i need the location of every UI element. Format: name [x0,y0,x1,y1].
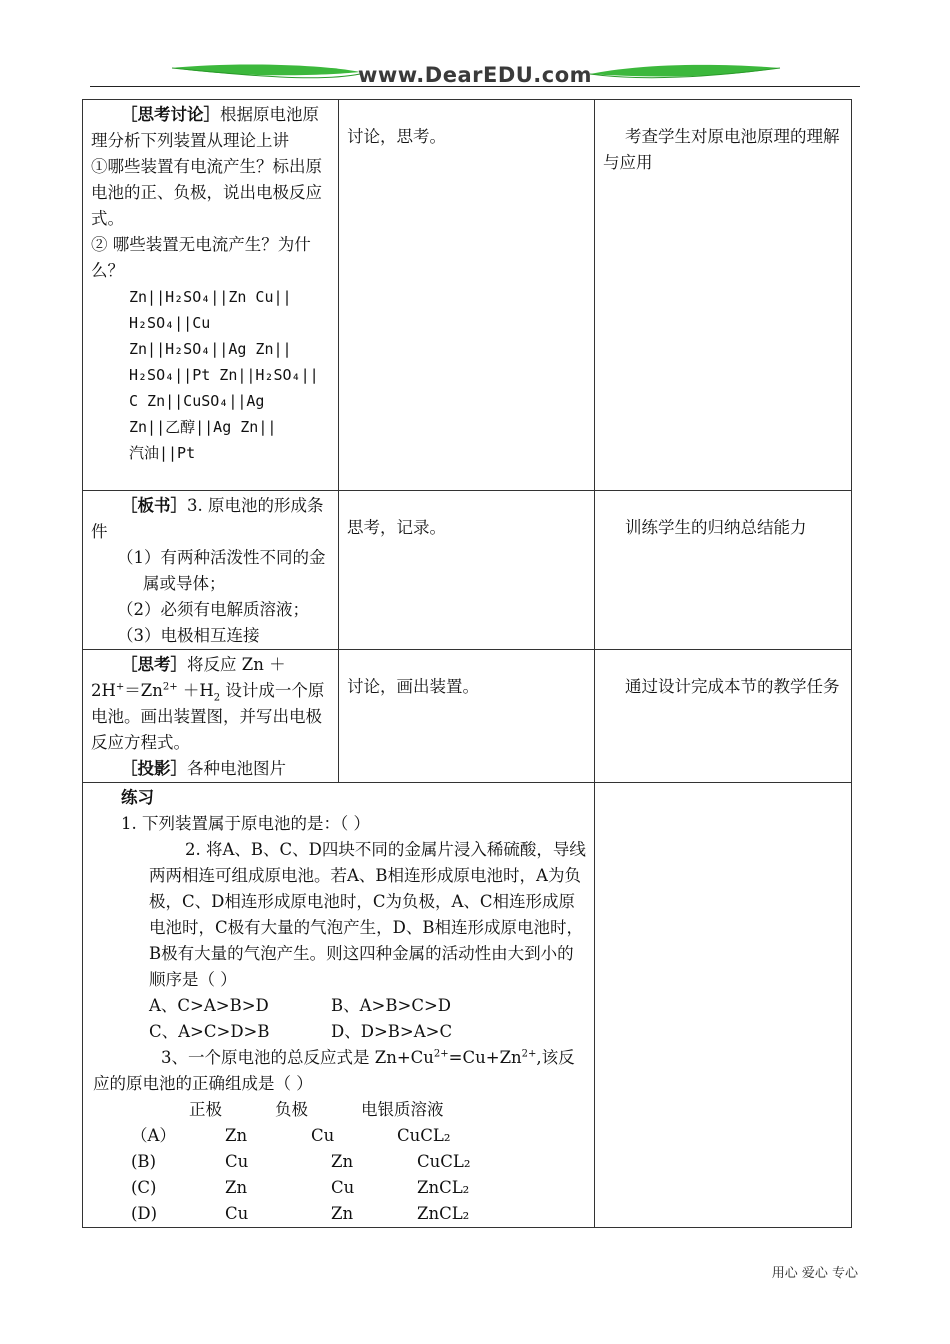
practice-question-3: 3、一个原电池的总反应式是 $Zn+Cu^{2+}=Cu+Zn^{2+}$,该反应的原电池的正确组成是（ ） [93,1048,575,1093]
condition-item: （3）电极相互连接 [117,626,260,645]
teacher-activity-cell [83,650,339,783]
table-row [83,650,852,783]
design-intent-cell [595,783,852,1228]
board-title: 3. 原电池的形成条件 [91,496,324,541]
q3-header-row: 正极 负极 电银质溶液 [189,1100,444,1119]
device-line: Zn||H₂SO₄||Zn Cu|| [129,288,292,306]
teacher-activity-cell [83,100,339,491]
device-line: H₂SO₄||Pt Zn||H₂SO₄|| [129,366,319,384]
q3-option-row: （A） Zn Cu CuCL₂ [131,1126,451,1145]
tag-label: ［思考］ [121,655,187,674]
tag-label: ［思考讨论］ [121,105,220,124]
page-footer: 用心 爱心 专心 [771,1266,858,1281]
condition-item: （1）有两种活泼性不同的金属或导体； [117,548,326,593]
header-rule [90,86,860,87]
device-line: Zn||H₂SO₄||Ag Zn|| [129,340,292,358]
table-row [83,100,852,491]
answer-option: D、D>B>A>C [331,1022,453,1041]
tag-label: ［投影］ [121,759,187,778]
table-row [83,783,852,1228]
student-activity-cell [339,100,595,491]
projection-text: 各种电池图片 [187,759,286,778]
question-text: ② 哪些装置无电流产生？为什么？ [91,235,311,280]
design-intent-cell [595,650,852,783]
reaction-design-text: ［思考］将反应 $Zn + 2H^+=Zn^{2+} +H_2$ 设计成一个原电池。画出装置图，并写出电极反应方程式。 [91,655,325,752]
practice-cell [83,783,595,1228]
answer-option: A、C>A>B>D [149,996,269,1015]
page-header [90,60,860,92]
site-logo-text[interactable]: www.DearEDU.com [357,63,593,87]
design-intent-cell [595,100,852,491]
device-line: C Zn||CuSO₄||Ag [129,392,265,410]
q3-option-row: (D) Cu Zn ZnCL₂ [131,1204,470,1223]
lesson-table [82,99,852,1228]
tag-label: ［板书］ [121,496,187,515]
student-activity-text: 讨论，思考。 [347,127,446,146]
design-intent-text: 考查学生对原电池原理的理解与应用 [603,127,840,172]
student-activity-text: 讨论，画出装置。 [347,677,479,696]
practice-question-2: 2. 将A、B、C、D四块不同的金属片浸入稀硫酸，导线两两相连可组成原电池。若A、B相连形成原电池时，A为负极，C、D相连形成原电池时，C为负极，A、C相连形成原电池时，C极有大量的气泡产生，D、B相连形成原电池时，B极有大量的气泡产生。则这四种金属的活动性由大到小的顺序是（ ） [149,840,586,989]
design-intent-text: 训练学生的归纳总结能力 [625,518,807,537]
q3-option-row: (C) Zn Cu ZnCL₂ [131,1178,470,1197]
question-text: ①哪些装置有电流产生？标出原电池的正、负极，说出电极反应式。 [91,157,322,228]
student-activity-text: 思考，记录。 [347,518,446,537]
student-activity-cell [339,650,595,783]
teacher-activity-cell [83,491,339,650]
discussion-intro: 根据原电池原理分析下列装置从理论上讲 [91,105,319,150]
device-line: Zn||乙醇||Ag Zn|| [129,418,277,436]
practice-question-1: 1. 下列装置属于原电池的是：（ ） [121,814,370,833]
q3-option-row: (B) Cu Zn CuCL₂ [131,1152,471,1171]
answer-option: B、A>B>C>D [331,996,451,1015]
device-line: 汽油||Pt [129,444,196,462]
practice-title: 练习 [121,788,154,807]
table-row [83,491,852,650]
device-line: H₂SO₄||Cu [129,314,211,332]
design-intent-text: 通过设计完成本节的教学任务 [625,677,840,696]
student-activity-cell [339,491,595,650]
condition-item: （2）必须有电解质溶液； [117,600,309,619]
design-intent-cell [595,491,852,650]
answer-option: C、A>C>D>B [149,1022,270,1041]
